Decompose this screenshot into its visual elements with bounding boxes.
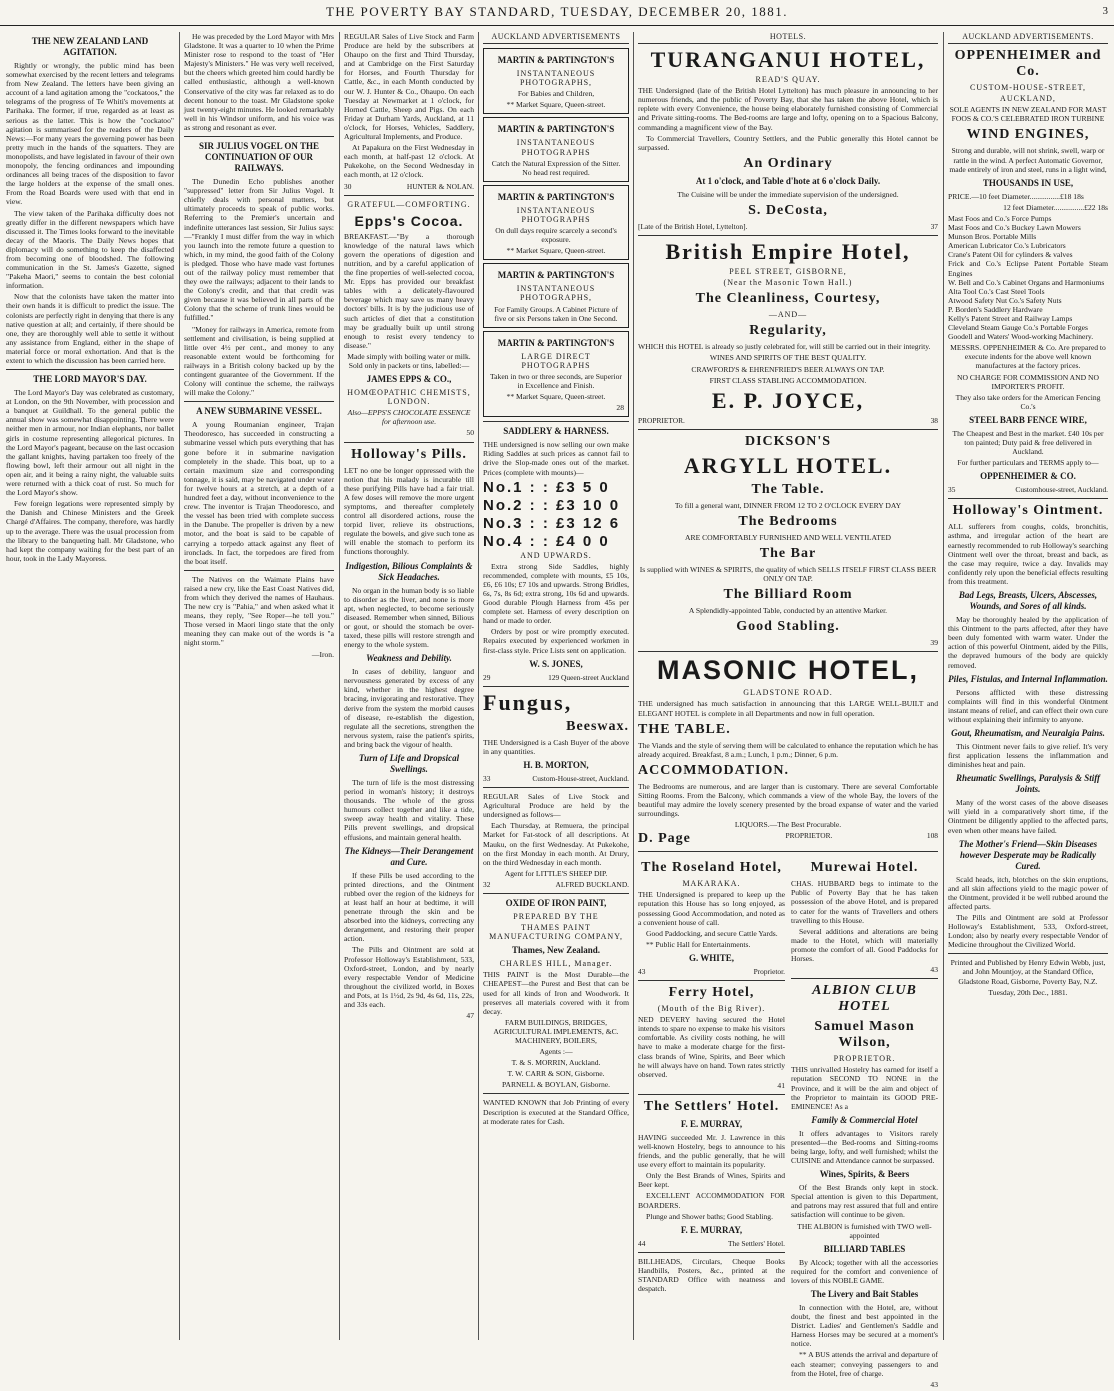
ad-subheading: Family & Commercial Hotel [811, 1114, 918, 1125]
ad-signature [638, 416, 938, 425]
advertiser-name: S. DeCosta, [748, 202, 828, 218]
ad-signature [638, 1239, 785, 1248]
ad-subheading: AND UPWARDS. [520, 550, 592, 560]
price-line: No.3 : : £3 12 6 [483, 514, 621, 532]
divider [6, 369, 174, 370]
advertiser-name: F. E. MURRAY, [680, 1118, 743, 1129]
ad-title: OPPENHEIMER and Co. [954, 48, 1102, 80]
column-rule [633, 32, 634, 1340]
ad-paragraph: Strong and durable, will not shrink, swell, warp or rattle in the wind. A perfect Automatic Governor, made entirely of iron and steel, runs in a light wind, [949, 146, 1107, 174]
ad-number: 47 [466, 1011, 474, 1021]
advertiser-detail: PROPRIETOR. [785, 831, 833, 841]
hotel-subtitle: GLADSTONE ROAD. [743, 688, 833, 698]
ad-subheading: CUSTOM-HOUSE-STREET, [970, 83, 1086, 93]
ad-subheading: An Ordinary [743, 155, 833, 171]
ad-title: Holloway's Pills. [351, 446, 467, 462]
ad-paragraph: REGULAR Sales of Live Stock and Farm Produce are held by the subscribers at Ohaupo on the first and Third Thursday, and at Cambridge on the First Saturday for Horses, and Fourth Thursday for Cattle, &c., in each Month conducted by our W. J. Hunter & Co., Ohaupo. On each Tuesday at Newmarket at 1 o'clock, for Horned Cattle, Sheep and Pigs. On each Friday at Durham Yards, Auckland, at 11 o'clock, for Horses, Vehicles, Saddlery, Agricultural Implements, and Produce. [344, 32, 474, 142]
column-heading: HOTELS. [638, 32, 938, 44]
article-paragraph: Few foreign legations were represented simply by the Danish and Chinese Ministers and the Greek Chargé d'Affaires. The company, therefore, was hardly up to the average. There was the usual procession from the library to the banqueting hall. Mr Gladstone, who had kept the company waiting for the best part of an hour, took in the Lady Mayoress. [6, 499, 174, 563]
ads-left [638, 856, 785, 1391]
ad-subheading: THE TABLE. [638, 721, 731, 737]
column-rule [179, 32, 180, 1340]
ad-paragraph: Agents :— [539, 1047, 573, 1057]
product-list: Mast Foos and Co.'s Force Pumps Mast Foos and Co.'s Buckey Lawn Mowers Munson Bros. Portable Mills American Lubricator Co.'s Lubricators Crane's Patent Oil for cylinders & valves Frick and Co.'s Eclipse Patent Portable Steam Engines W. Bell and Co.'s Cabinet Organs and Harmoniums Alta Tool Co.'s Cast Steel Tools Atwood Safety Nut Co.'s Safety Nuts P. Borden's Saddlery Hardware Kelly's Patent Street and Railway Lamps Cleveland Steam Gauge Co.'s Portable Forges Goodell and Waters' Wood-working Machinery. [948, 213, 1108, 342]
column-2 [184, 32, 334, 1340]
ad-subheading: BILLIARD TABLES [823, 1243, 906, 1254]
ad-company-detail: HOMŒOPATHIC CHEMISTS, LONDON. [347, 388, 471, 407]
masthead [0, 0, 1114, 26]
ad-number: 43 [638, 966, 646, 976]
ad-signature [483, 774, 629, 783]
advertiser-name: E. P. JOYCE, [711, 387, 865, 413]
hotel-title: Murewai Hotel. [810, 860, 919, 876]
hotel-title: The Roseland Hotel, [641, 860, 782, 876]
ad-paragraph: LET no one be longer oppressed with the notion that his malady is incurable till these purifying Pills have had a fair trial. A few doses will remove the more urgent symptoms, and thereafter completely control all disordered actions, rouse the torpid liver, relieve its obstructions, regulate the bowels, and give such tone as will enable the stomach to perform its functions thoroughly. [344, 465, 474, 557]
hotel-title: British Empire Hotel, [665, 239, 911, 265]
ad-subheading: The Billiard Room [723, 587, 853, 603]
ad-box [483, 117, 629, 181]
ad-paragraph: Taken in two or three seconds, are Superior in Excellence and Finish. [490, 371, 622, 390]
advertiser-name: OPPENHEIMER & CO. [980, 471, 1076, 482]
ad-paragraph: Several additions and alterations are being made to the Hotel, which will materially promote the comfort of all. Good Paddocks for Horses. [791, 926, 938, 964]
advertiser-name: HUNTER & NOLAN. [406, 181, 474, 191]
article-paragraph: Rightly or wrongly, the public mind has been somewhat exercised by the recent letters and telegrams from New Zealand. The letters have been giving an account of a land agitation among the "cockatoos," the telegrams of the progress of Te Whiti's movements at Parihaka. The former, if true, regarded as at least as serious as the latter. This is how the "cockatoo" agitation is summarised for the readers of the Daily News:—For many years the governing power has been pretty much in the hands of the squatters. They are monopolists, and have legislated in favour of their own monopoly, the fencing ordinances and impounding ordinances all being traces of the disposition to favor the large holders at the expense of the small ones. From the Road Boards were used with that end in view. [6, 61, 174, 207]
ad-title: SADDLERY & HARNESS. [503, 426, 609, 437]
ad-number: 30 [344, 181, 352, 191]
ad-paragraph: WHICH this HOTEL is already so justly celebrated for, will still be carried out in their integrity. [638, 342, 931, 352]
ad-paragraph: The turn of life is the most distressing period in woman's history; it destroys thousands. The whole of the gross humours collect together and like a tide, sweep away health and vitality. These Pills prevent swellings, and dropsical effusions, and maintain general health. [344, 778, 474, 842]
ad-paragraph: Orders by post or wire promptly executed. Repairs executed by experienced workmen in first-class style. Price Lists sent on application. [483, 627, 629, 655]
hotel-subtitle: (Mouth of the Big River). [657, 1004, 766, 1014]
divider [638, 851, 938, 852]
ad-paragraph: They also take orders for the American Fencing Co.'s [955, 392, 1101, 411]
column-heading: AUCKLAND ADVERTISEMENTS [483, 32, 629, 44]
two-column-ads [638, 856, 938, 1391]
divider [638, 980, 785, 981]
ad-paragraph: CRAWFORD'S & EHRENFRIED'S BEER ALWAYS ON TAP. [691, 364, 885, 374]
ad-paragraph: BILLHEADS, Circulars, Cheque Books Handbills, Posters, &c., printed at the STANDARD Office with neatness and despatch. [638, 1256, 785, 1294]
advertiser-name: H. B. MORTON, [523, 759, 589, 770]
ad-subheading: INSTANTANEOUS PHOTOGRAPHS, [516, 69, 596, 88]
column-heading: AUCKLAND ADVERTISEMENTS. [948, 32, 1108, 44]
price-line: PRICE.—10 feet Diameter................£18 18s [948, 191, 1084, 201]
hotel-title: The Settlers' Hotel. [643, 1098, 780, 1114]
ad-signature [483, 880, 629, 889]
divider [791, 978, 938, 979]
ad-paragraph: For Family Groups. A Cabinet Picture of five or six Persons taken in One Second. [494, 304, 618, 323]
ad-paragraph: To fill a general want, DINNER FROM 12 TO 2 O'CLOCK EVERY DAY [674, 500, 902, 510]
article-paragraph: A young Roumanian engineer, Trajan Theodoresco, has succeeded in constructing a submarine vessel which puts everything that has gone before it in submarine navigation completely in the shade. This boat, up to a certain maximum size and corresponding tonnage, it is said, may be navigated under water for twelve hours at a stretch, at a depth of a hundred feet a day, without inconvenience to the crew. The inventor is Trajan Theodoresco, and the vessel has been tried with complete success in the Danube. The propeller is driven by a new motor, and the boat is said to be capable of carrying a torpedo attack against any fleet of ironclads. In fact, the torpedoes are fired from the boat itself. [184, 420, 334, 566]
ad-paragraph: The Viands and the style of serving them will be calculated to enhance the reputation which he has already acquired. Breakfast, 8 a.m.; Lunch, 1 p.m.; Dinner, 6 p.m. [638, 740, 938, 759]
ad-subheading: The Cleanliness, Courtesy, [695, 291, 881, 307]
ad-paragraph: The Pills and Ointment are sold at Professor Holloway's Establishment, 533, Oxford-street, London, and by nearly every respectable Vendor of Medicine throughout the civilized world, in Boxes and Pots, at 1s 1½d, 2s 9d, 4s 6d, 11s, 22s, and 33s each. [344, 945, 474, 1009]
imprint: Printed and Published by Henry Edwin Webb, just, and John Mountjoy, at the Standard Office, Gladstone Road, Gisborne, Poverty Bay, N.Z. [950, 958, 1106, 986]
ad-paragraph: FARM BUILDINGS, BRIDGES, AGRICULTURAL IMPLEMENTS, &C. MACHINERY, BOILERS, [493, 1017, 619, 1045]
ad-subheading: Regularity, [749, 323, 827, 339]
price-line: No.4 : : £4 0 0 [483, 532, 610, 550]
ad-subheading: LARGE DIRECT PHOTOGRAPHS [521, 351, 591, 370]
ad-box [483, 331, 629, 418]
article-heading: THE LORD MAYOR'S DAY. [33, 374, 147, 385]
advertiser-detail: PROPRIETOR. [638, 415, 685, 425]
column-1 [6, 32, 174, 1340]
ad-paragraph: At Papakura on the First Wednesday in each month, at half-past 12 o'clock. At Pukekohe, on the Second Wednesday in each month, at 12 o'clock. [344, 143, 474, 180]
ad-subheading: The Bedrooms [738, 513, 838, 529]
hotel-title: ALBION CLUB HOTEL [812, 983, 917, 1015]
ad-paragraph: ** A BUS attends the arrival and departure of each steamer; conveying passengers to and from the Hotel, free of charge. [791, 1350, 938, 1378]
advertiser-name: Samuel Mason Wilson, [814, 1019, 915, 1051]
ad-title: Beeswax. [566, 718, 629, 734]
ad-paragraph: Each Thursday, at Remuera, the principal Market for Fat-stock of all descriptions. At Mauku, on the first Wednesday. At Pukekohe, on the first Monday in each month. At Drury, on the third Wednesday in each month. [483, 821, 629, 867]
article-heading: THE NEW ZEALAND LAND AGITATION. [31, 36, 149, 57]
ad-title: MARTIN & PARTINGTON'S [497, 337, 615, 348]
price-line: No.2 : : £3 10 0 [483, 496, 621, 514]
ad-subheading: PREPARED BY THE [513, 911, 599, 921]
ad-company: JAMES EPPS & CO., [366, 374, 452, 385]
ad-number: 29 [483, 672, 491, 682]
ad-subheading: ACCOMMODATION. [638, 762, 790, 778]
hotel-title: ARGYLL HOTEL. [683, 452, 893, 478]
advertiser-name: F. E. MURRAY, [680, 1224, 743, 1235]
ad-paragraph: THE ALBION is furnished with TWO well-appointed [797, 1221, 932, 1240]
ad-subheading: Bad Legs, Breasts, Ulcers, Abscesses, Wounds, and Sores of all kinds. [958, 590, 1098, 612]
ad-box [483, 48, 629, 114]
ad-paragraph: ** Market Square, Queen-street. [506, 246, 606, 256]
ad-paragraph: The Pills and Ointment are sold at Professor Holloway's Establishment, 533, Oxford-street, London; also by nearly every respectable Vendor of Medicine throughout the Civilized World. [948, 913, 1108, 950]
ad-subheading: INSTANTANEOUS PHOTOGRAPHS, [516, 284, 596, 303]
ad-paragraph: THE Undersigned is a Cash Buyer of the above in any quantities. [483, 737, 629, 756]
ad-subheading: INSTANTANEOUS PHOTOGRAPHS [516, 205, 596, 224]
divider [483, 893, 629, 894]
ad-number: 33 [483, 773, 491, 783]
newspaper-title: THE POVERTY BAY STANDARD, TUESDAY, DECEMBER 20, 1881. [325, 4, 789, 19]
hotel-title: MASONIC HOTEL, [657, 655, 919, 686]
ad-box [483, 185, 629, 260]
ad-number: 43 [930, 965, 938, 975]
ad-paragraph: Made simply with boiling water or milk. Sold only in packets or tins, labelled:— [347, 351, 471, 370]
ad-box [483, 263, 629, 327]
advertiser-detail: Proprietor. [753, 966, 785, 976]
ad-paragraph: For further particulars and TERMS apply to— [957, 458, 1099, 468]
ad-subheading: THAMES PAINT MANUFACTURING COMPANY, [489, 923, 623, 942]
ad-signature [638, 967, 785, 976]
price-line: No.1 : : £3 5 0 [483, 478, 610, 496]
ad-title: MARTIN & PARTINGTON'S [497, 55, 615, 66]
divider [948, 498, 1108, 499]
ad-number: 43 [930, 1379, 938, 1389]
ad-paragraph: On dull days require scarcely a second's exposure. [495, 226, 617, 245]
ad-title: OXIDE OF IRON PAINT, [505, 897, 607, 908]
advertiser-name: ALFRED BUCKLAND. [555, 879, 629, 889]
ad-paragraph: Extra strong Side Saddles, highly recommended, complete with mounts, £5 10s, £6, £6 10s; £7 10s and upwards. Strong Bridles, 6s, 7s, 8s 6d; extra strong, 10s 6d and upwards. Good durable Plough Harness from 45s per complete set. Harness of every description on hand or made to order. [483, 561, 629, 626]
ad-paragraph: Persons afflicted with these distressing complaints will find in this wonderful Ointment instant means of relief, and can effect their own cure without explaining their infirmity to anyone. [948, 687, 1108, 724]
agent-name: T. & S. MORRIN, Auckland. [511, 1058, 601, 1068]
ad-paragraph: To Commercial Travellers, Country Settlers, and the Public generally this Hotel cannot be surpassed. [638, 133, 938, 152]
divider [483, 421, 629, 422]
hotel-title: TURANGANUI HOTEL, [650, 47, 926, 73]
ad-paragraph: THE Undersigned is prepared to keep up the reputation this House has so long enjoyed, as possessing Good Accommodation, and noted as a convenient house of call. [638, 890, 785, 927]
ad-paragraph: May be thoroughly healed by the application of this Ointment to the parts affected, after they have been duly fomented with warm water. Under the action of this powerful Ointment, aided by the Pills, the depraved humours of the body are quickly removed. [948, 615, 1108, 670]
ad-paragraph: ALL sufferers from coughs, colds, bronchitis, asthma, and irregular action of the heart are earnestly recommended to rub Holloway's searching Ointment well over the throat, breast and back, as the case may require, twice a day. Invalids may confidently rely upon the beneficial effects resulting from this treatment. [948, 522, 1108, 586]
hotel-title: DICKSON'S [744, 433, 832, 449]
advertiser-name: W. S. JONES, [529, 658, 583, 669]
ad-number: 108 [926, 831, 938, 841]
ad-paragraph: HAVING succeeded Mr. J. Lawrence in this well-known Hostelry, begs to announce to his friends, and the public generally, that he will use every effort to maintain its popularity. [638, 1132, 785, 1170]
ad-title: MARTIN & PARTINGTON'S [497, 270, 615, 281]
divider [948, 953, 1108, 954]
ad-paragraph: The Cheapest and Best in the market. £40 10s per ton painted; Duty paid & free delivered in Auckland. [952, 428, 1104, 457]
ad-subheading: The Kidneys—Their Derangement and Cure. [344, 845, 474, 867]
ad-number: 37 [930, 221, 938, 231]
ad-subheading: Good Stabling. [736, 619, 840, 635]
ad-subheading: Piles, Fistulas, and Internal Inflammation. [948, 673, 1108, 684]
article-paragraph: "Money for railways in America, remote from settlement and civilisation, is being supplied at little over 4½ per cent., and money to any reasonable extent would be forthcoming for railways in a British colony backed up by the contingent guarantee of the Government. If the Colony will continue the scheme, the railways will make the Colony." [184, 324, 334, 398]
ad-subheading: STEEL BARB FENCE WIRE, [969, 414, 1087, 425]
ad-number: 35 [948, 485, 956, 495]
ad-subheading: At 1 o'clock, and Table d'hote at 6 o'clock Daily. [695, 175, 881, 186]
ad-subheading: Thames, New Zealand. [511, 945, 600, 956]
ad-paragraph: In cases of debility, languor and nervousness generated by excess of any kind, whether in the highest degree bracing, invigorating and restorative. They derive from the system the morbid causes of disease, re-establish the digestion, regulate all the secretions, strengthen the nervous system, raise the patient's spirits, and bring back the vigour of health. [344, 667, 474, 749]
article-paragraph: The Natives on the Waimate Plains have raised a new cry, like the East Coast Natives did, from which they derived the names of Hauhaus. The new cry is "Pahia," and when asked what it means, they reply, "See Roper—he tell you." Those versed in Maori lingo state that the only meaning they can make out of the words is "a night storm." [184, 574, 334, 648]
article-paragraph: The view taken of the Parihaka difficulty does not greatly differ in the different newspapers which have discussed it. The Times looks forward to the inevitable decay of the Maoris. The Daily News hopes that diplomacy will do something to keep the disaffected from becoming one of bloodshed. The following communication in the St. James's Gazette, signed "Pakeha Maori," seems to contain the best colonial information. [6, 208, 174, 291]
imprint-date: Tuesday, 20th Dec., 1881. [988, 987, 1068, 997]
ad-paragraph: The Cuisine will be under the immediate supervision of the undersigned. [677, 189, 899, 199]
ad-subheading: Gout, Rheumatism, and Neuralgia Pains. [951, 727, 1105, 738]
ad-paragraph: THIS unrivalled Hostelry has earned for itself a reputation SECOND TO NONE in the Province, and it will be the aim and object of the Proprietor to maintain its GOOD PRE-EMINENCE! As a [791, 1065, 938, 1111]
column-3 [344, 32, 474, 1340]
article-heading: A NEW SUBMARINE VESSEL. [196, 406, 322, 417]
divider [638, 1252, 785, 1253]
ad-paragraph: THIS PAINT is the Most Durable—the CHEAPEST—the Purest and Best that can be used for all kinds of Iron and Woodwork. It preserves all materials covered with it from decay. [483, 970, 629, 1016]
advertiser-detail: The Settlers' Hotel. [728, 1238, 785, 1248]
ad-signature [344, 182, 474, 191]
ad-paragraph: ** Market Square, Queen-street. [506, 392, 606, 402]
ad-paragraph: By Alcock; together with all the accessories required for the comfort and convenience of lovers of this NOBLE GAME. [791, 1257, 938, 1285]
ad-subheading: —AND— [768, 310, 808, 320]
divider [638, 429, 938, 430]
ad-paragraph: No organ in the human body is so liable to disorder as the liver, and none is more apt, when neglected, to become seriously diseased. Remember when sinned, Bilious or gout, or should the stomach be over-taxed, these pills will restore strength and energy to the whole system. [344, 585, 474, 650]
ad-subheading: WIND ENGINES, [966, 127, 1090, 143]
ad-number: 50 [466, 428, 474, 438]
ad-paragraph: MESSRS. OPPENHEIMER & Co. Are prepared to execute indents for the above well known manufactures at the factory prices. [950, 343, 1106, 371]
advertiser-name: D. Page [638, 831, 691, 847]
ad-paragraph: SOLE AGENTS IN NEW ZEALAND FOR MAST FOOS & CO.'S CELEBRATED IRON TURBINE [949, 105, 1107, 124]
divider [483, 1093, 629, 1094]
hotel-subtitle: MAKARAKA. [682, 879, 741, 889]
article-heading: SIR JULIUS VOGEL ON THE CONTINUATION OF OUR RAILWAYS. [198, 141, 320, 174]
ad-paragraph: Only the Best Brands of Wines, Spirits and Beer kept. [638, 1171, 785, 1190]
ad-paragraph: A Splendidly-appointed Table, conducted by an attentive Marker. [688, 606, 888, 616]
ad-number: 32 [483, 879, 491, 889]
ad-paragraph: FIRST CLASS STABLING ACCOMMODATION. [709, 375, 867, 385]
ad-paragraph: Catch the Natural Expression of the Sitter. No head rest required. [491, 158, 621, 177]
divider [638, 651, 938, 652]
ad-paragraph: NO CHARGE FOR COMMISSION AND NO IMPORTER'S PROFIT. [957, 372, 1099, 391]
ad-subheading: CHARLES HILL, Manager. [499, 959, 613, 969]
ad-paragraph: WINES AND SPIRITS OF THE BEST QUALITY. [709, 353, 867, 363]
ad-paragraph: This Ointment never fails to give relief. It's very first application lessens the inflammation and diminishes heat and pain. [948, 741, 1108, 770]
ad-subheading: The Table. [751, 481, 825, 497]
divider [184, 570, 334, 571]
advertiser-address: 129 Queen-street Auckland [548, 672, 629, 682]
ad-paragraph: EXCELLENT ACCOMMODATION FOR BOARDERS. [638, 1191, 785, 1210]
ad-paragraph: ** Public Hall for Entertainments. [646, 939, 751, 949]
ad-paragraph: NED DEVERY having secured the Hotel intends to spare no expense to make his visitors comfortable. As civility costs nothing, he will have to make a moderate charge for the first-class brands of Wine, Spirits, and Beer which he will always have on hand. Town rates strictly observed. [638, 1015, 785, 1079]
ad-subheading: The Bar [759, 545, 817, 561]
ad-paragraph: CHAS. HUBBARD begs to intimate to the Public of Poverty Bay that he has taken possession of the above Hotel, and is prepared to cater for the wants of Travellers and others travelling to this House. [791, 879, 938, 925]
advertiser-address: Custom-House-street, Auckland. [532, 773, 629, 783]
ad-title: Epps's Cocoa. [354, 212, 464, 229]
ad-title: MARTIN & PARTINGTON'S [497, 191, 615, 202]
article-paragraph: He was preceded by the Lord Mayor with Mrs Gladstone. It was a quarter to 10 when the Prime Minister rose to respond to the toast of "Her Majesty's Ministers." He was very well received, but the cheers which greeted him could hardly be called enthusiastic, although a well-known Conservative of the city was far relaxed as to do decent honour to the toast. Mr Gladstone spoke just twenty-eight minutes. He looked remarkably well in his Windsor uniform, and his voice was as strong and resonant as ever. [184, 32, 334, 132]
divider [483, 787, 629, 788]
ad-paragraph: The Bedrooms are numerous, and are larger than is customary. There are several Comfortable Sitting Rooms. From the Balcony, which commands a view of the whole Bay, the lovers of the beautiful may admire the lovely scenery presented by the broad expanse of water and the varied surroundings. [638, 781, 938, 819]
ad-signature [638, 831, 938, 847]
advertiser-address: Customhouse-street, Auckland. [1015, 485, 1108, 495]
divider [483, 686, 629, 687]
ad-paragraph: Many of the worst cases of the above diseases will yield in a comparatively short time, if the Ointment be diligently applied to the affected parts, even when other means have failed. [948, 798, 1108, 835]
ad-paragraph: THE undersigned is now selling our own make Riding Saddles at such prices as cannot fail to drive the Slop-made ones out of the market. Prices (complete with mounts)— [483, 440, 629, 477]
ad-title: MARTIN & PARTINGTON'S [497, 124, 615, 135]
ad-paragraph: Of the Best Brands only kept in stock. Special attention is given to this Department, and patrons may rest assured that full and entire satisfaction will continue to be given. [791, 1183, 938, 1220]
column-rule [339, 32, 340, 1340]
column-6 [948, 32, 1108, 1340]
ad-paragraph: REGULAR Sales of Live Stock and Agricultural Produce are held by the undersigned as follows— [483, 792, 629, 820]
advertiser-detail: [Late of the British Hotel, Lyttelton]. [638, 221, 748, 231]
ad-number: 41 [777, 1080, 785, 1090]
divider [184, 136, 334, 137]
divider [184, 401, 334, 402]
ad-subheading: Wines, Spirits, & Beers [819, 1169, 910, 1180]
ad-subheading: The Mother's Friend—Skin Diseases however Desperate may be Radically Cured. [958, 838, 1098, 871]
column-5 [638, 32, 938, 1389]
divider [638, 1094, 785, 1095]
ad-paragraph: LIQUORS.—The Best Procurable. [734, 820, 842, 830]
ad-signature [948, 485, 1108, 494]
divider [344, 442, 474, 443]
price-line: 12 feet Diameter................£22 18s [1003, 202, 1108, 212]
ad-paragraph: Agent for LITTLE'S SHEEP DIP. [504, 868, 608, 878]
divider [344, 195, 474, 196]
column-rule [478, 32, 479, 1340]
ad-paragraph: ARE COMFORTABLY FURNISHED AND WELL VENTILATED [685, 532, 891, 542]
divider [638, 235, 938, 236]
column-rule [943, 32, 944, 1340]
agent-name: PARNELL & BOYLAN, Gisborne. [501, 1080, 611, 1090]
ad-paragraph: For Babies and Children, [517, 89, 595, 99]
ad-paragraph: If these Pills be used according to the printed directions, and the Ointment rubbed over the region of the kidneys for at least half an hour at bedtime, it will penetrate through the skin and be absorbed into the kidneys, correcting any derangement, and restoring their proper action. [344, 870, 474, 944]
ad-subheading: INSTANTANEOUS PHOTOGRAPHS [516, 138, 596, 157]
advertiser-detail: PROPRIETOR. [833, 1054, 896, 1064]
ad-title: Holloway's Ointment. [952, 503, 1104, 519]
ad-paragraph: WANTED KNOWN that Job Printing of every Description is executed at the Standard Office, at moderate rates for Cash. [483, 1098, 629, 1126]
article-signature: —Iron. [311, 649, 334, 659]
ad-subheading: Weakness and Debility. [366, 653, 452, 664]
hotel-title: Ferry Hotel, [668, 985, 755, 1001]
ad-paragraph: THE Undersigned (late of the British Hotel Lyttelton) has much pleasure in announcing to her numerous friends, and the public of Poverty Bay, that she has taken the above Hotel, which is replete with every Convenience, the house being elaborately furnished consisting of Commercial and Private sitting-rooms. The Bed-rooms are large and lofty, opening on to a Spacious Balcony, commanding a magnificent view of the Bay. [638, 86, 938, 132]
ad-title: Fungus, [483, 689, 573, 715]
ad-subheading: Indigestion, Bilious Complaints & Sick Headaches. [345, 560, 473, 582]
ad-subheading: The Livery and Bait Stables [810, 1289, 919, 1299]
ad-paragraph: Is supplied with WINES & SPIRITS, the quality of which SELLS ITSELF FIRST CLASS BEER ONLY ON TAP. [639, 564, 937, 584]
ad-subheading: Turn of Life and Dropsical Swellings. [358, 753, 460, 774]
ad-paragraph: ** Market Square, Queen-street. [506, 100, 606, 110]
ad-signature [638, 222, 938, 231]
ad-number: 44 [638, 1238, 646, 1248]
ad-paragraph: Plunge and Shower baths; Good Stabling. [646, 1211, 773, 1221]
ad-paragraph: Also—EPPS'S CHOCOLATE ESSENCE for afternoon use. [347, 408, 471, 427]
ad-paragraph: Scald heads, itch, blotches on the skin eruptions, and all skin affections yield to the magic power of the Ointment, provided it be well rubbed around the affected parts. [948, 874, 1108, 911]
article-paragraph: The Lord Mayor's Day was celebrated as customary, at London, on the 9th November, with procession and a banquet at Guildhall. To the general public the annual show was somewhat disappointing. There were neither men in armour, nor Indian elephants, nor ballet girls in costume representing allegorical pictures. In the Lord Mayor's pageant, because on the last occasion the gallant knights, having partaken too freely of the flowing bowl, left their armour out all night in the open air, and it being a rainy night, the valuable suits were returned with a thick coat of rust. So much for the Lord Mayor's show. [6, 388, 174, 498]
ad-subheading: Rheumatic Swellings, Paralysis & Stiff Joints. [955, 773, 1101, 795]
ad-paragraph: In connection with the Hotel, are, without doubt, the finest and best appointed in the District. Ladies' and Gentlemen's Saddle and Harness Horses may be secured at a moment's notice. [791, 1303, 938, 1349]
ad-subheading: AUCKLAND, [1000, 94, 1056, 104]
ads-right [791, 856, 938, 1391]
advertiser-name: G. WHITE, [688, 952, 735, 963]
ad-paragraph: THE undersigned has much satisfaction in announcing that this LARGE WELL-BUILT and ELEGANT HOTEL is complete in all Departments and now in full operation. [638, 699, 938, 718]
ad-paragraph: Good Paddocking, and secure Cattle Yards. [646, 928, 778, 938]
article-paragraph: The Dunedin Echo publishes another "suppressed" letter from Sir Julius Vogel. It chiefly deals with personal matters, but ultimately proceeds to speak of public works. Referring to the Premier's uncertain and indefinite utterances last session, Sir Julius says:—"Frankly I must differ from the way in which you launch into the remote future a question to which, in my mind, the good faith of the Colony is pledged. Those who have made vast fortunes out of the railway policy must remember that they owe the railways; adjacent to their lands to the Colony's credit, and that that credit was given because it was believed in all parts of the Colony that the scheme of trunk lines would be fulfilled." [184, 177, 334, 323]
column-4 [483, 32, 629, 1340]
ad-number: 38 [930, 415, 938, 425]
hotel-subtitle: READ'S QUAY. [755, 75, 821, 85]
ad-subheading: GRATEFUL—COMFORTING. [347, 199, 471, 209]
hotel-subtitle: PEEL STREET, GISBORNE, [729, 267, 847, 277]
ad-paragraph: BREAKFAST.—"By a thorough knowledge of the natural laws which govern the operations of digestion and nutrition, and by a careful application of the fine properties of well-selected cocoa, Mr. Epps has provided our breakfast tables with a delicately-flavoured beverage which may save us many heavy doctors' bills. It is by the judicious use of such articles of diet that a constitution may be gradually built up until strong enough to resist every tendency to disease." [344, 231, 474, 350]
page-number: 3 [1102, 5, 1108, 17]
ad-subheading: THOUSANDS IN USE, [982, 177, 1074, 188]
ad-number: 39 [930, 638, 938, 648]
agent-name: T. W. CARR & SON, Gisborne. [507, 1069, 605, 1079]
ad-number: 28 [616, 403, 624, 413]
ad-paragraph: It offers advantages to Visitors rarely presented—the Bed-rooms and Sitting-rooms being large, lofty, and well furnished; whilst the CUISINE and Attendance cannot be surpassed. [791, 1128, 938, 1166]
article-paragraph: Now that the colonists have taken the matter into their own hands it is difficult to predict the issue. The colonists are perfectly right in denying that there is any native question at all; and certainly, if there should be one, they are thoroughly well able to settle it without any assistance from England, either in the shape of material force or moral exhortation. And that is the extent to which the discussion has been carried here. [6, 292, 174, 365]
ad-signature [483, 673, 629, 682]
hotel-subtitle: (Near the Masonic Town Hall.) [723, 278, 853, 288]
